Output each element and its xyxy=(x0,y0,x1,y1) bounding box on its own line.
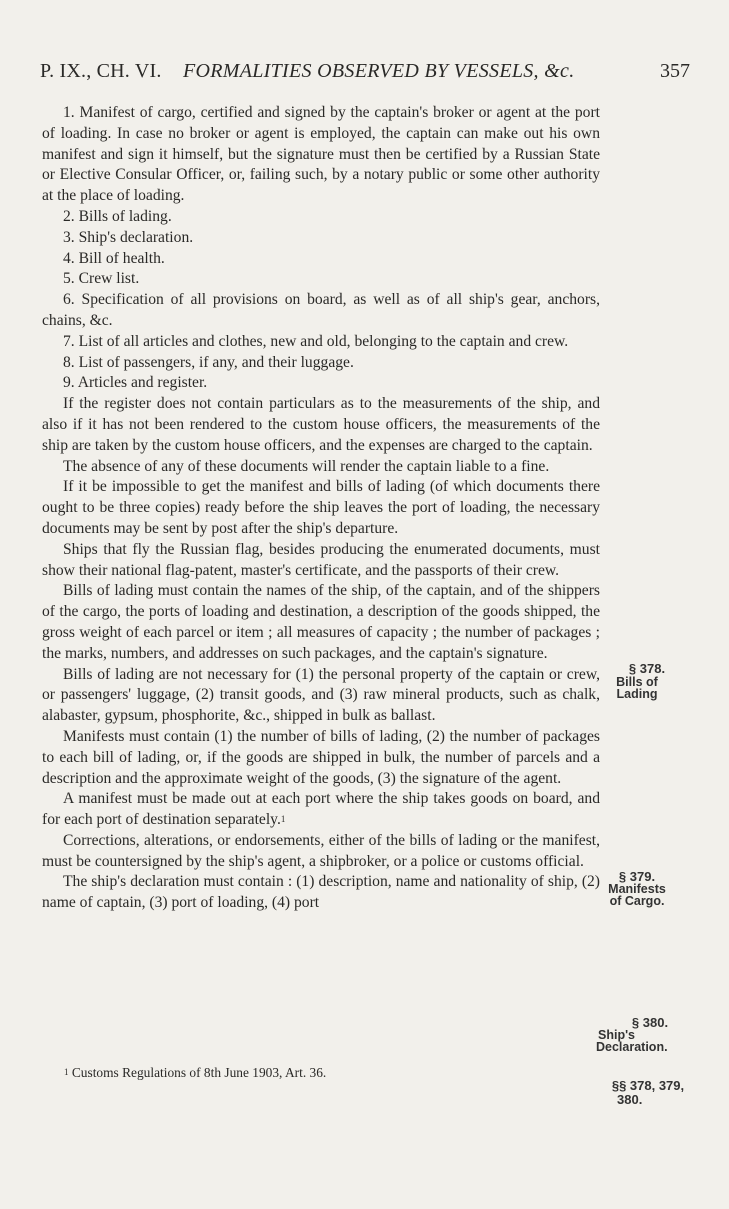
paragraph xyxy=(42,394,600,456)
paragraph-text: 1. Manifest of cargo, certified and signed by the captain's broker or agent at the port of loading. In case no broker or agent is employed, the captain can make out his own manifest and sign it himself, but the signature must then be certified by a Russian State or Elective Consular Officer, or, failing such, by a notary public or some other authority at the place of loading. xyxy=(42,104,600,205)
margin-note-line: of Cargo. xyxy=(609,894,665,908)
footnote-reference: 1 xyxy=(280,814,286,825)
paragraph-text: Bills of lading must contain the names of the ship, of the captain, and of the shippers of the cargo, the ports of loading and destination, a description of the goods shipped, the gross weight of each parcel or item ; all measures of capacity ; the number of packages ; the marks, numbers, and addresses on such packages, and the captain's signature. xyxy=(42,582,600,662)
margin-note-line: Lading xyxy=(616,687,658,701)
footnote-mark: 1 xyxy=(64,1067,69,1077)
paragraph-text: 4. Bill of health. xyxy=(63,249,165,267)
paragraph xyxy=(42,207,600,228)
header-title: FORMALITIES OBSERVED BY VESSELS, &c. xyxy=(183,60,575,82)
margin-note-379 xyxy=(598,870,676,907)
paragraph-text: If the register does not contain particulars as to the measurements of the ship, and also if it has not been rendered to the custom house officers, the measurements of the ship are taken by the custom house officers, and the expenses are charged to the captain. xyxy=(42,395,600,454)
paragraph xyxy=(42,727,600,789)
paragraph xyxy=(42,789,600,831)
header-part-chapter: P. IX., CH. VI. xyxy=(40,60,162,82)
running-header xyxy=(40,60,690,86)
paragraph-text: The absence of any of these documents will render the captain liable to a fine. xyxy=(63,457,550,475)
paragraph-text: 3. Ship's declaration. xyxy=(63,228,194,246)
paragraph xyxy=(42,332,600,353)
paragraph xyxy=(42,290,600,332)
margin-note-line: 380. xyxy=(617,1092,643,1107)
paragraph-text: 2. Bills of lading. xyxy=(63,207,172,225)
margin-note-line: Ship's xyxy=(598,1028,636,1042)
paragraph-text: A manifest must be made out at each port where the ship takes goods on board, and for each port of destination separately. xyxy=(42,790,600,829)
margin-note-section: § 378. xyxy=(628,661,666,676)
paragraph xyxy=(42,477,600,539)
margin-note-line: Manifests xyxy=(608,882,666,896)
paragraph-text: 8. List of passengers, if any, and their luggage. xyxy=(63,353,354,371)
footnote xyxy=(64,1065,584,1081)
paragraph-text: If it be impossible to get the manifest and bills of lading (of which documents there ought to be three copies) ready before the ship leaves the port of loading, the necessary documents may be sent by post after the ship's departure. xyxy=(42,478,600,537)
paragraph xyxy=(42,581,600,664)
margin-note-line: Bills of xyxy=(616,675,658,689)
paragraph xyxy=(42,831,600,873)
margin-note-section: §§ 378, 379, xyxy=(611,1078,685,1093)
paragraph xyxy=(42,457,600,478)
paragraph-text: Manifests must contain (1) the number of bills of lading, (2) the number of packages to each bill of lading, or, if the goods are shipped in bulk, the number of parcels and a description and the approximate weight of the goods, (3) the signature of the agent. xyxy=(42,727,600,787)
margin-note-378 xyxy=(602,662,672,700)
margin-note-378-379-380 xyxy=(603,1079,693,1107)
paragraph xyxy=(42,665,600,727)
paragraph-text: The ship's declaration must contain : (1) description, name and nationality of ship, (2) name of captain, (3) port of loading, (4) port xyxy=(42,873,600,912)
paragraph xyxy=(42,228,600,249)
paragraph-text: Corrections, alterations, or endorsements, either of the bills of lading or the manifest, must be countersigned by the ship's agent, a shipbroker, or a police or customs official. xyxy=(42,831,600,870)
paragraph xyxy=(42,249,600,270)
margin-note-section: § 380. xyxy=(631,1015,669,1030)
paragraph-text: Bills of lading are not necessary for (1) the personal property of the captain or crew, or passengers' luggage, (2) transit goods, and (3) raw mineral products, such as chalk, alabaster, gypsum, phosphorite, &c., shipped in bulk as ballast. xyxy=(42,665,600,725)
paragraph-text: 7. List of all articles and clothes, new and old, belonging to the captain and crew. xyxy=(63,332,569,350)
margin-note-line: Declaration. xyxy=(596,1040,668,1054)
paragraph-text: 5. Crew list. xyxy=(63,270,140,288)
margin-note-section: § 379. xyxy=(618,869,656,884)
paragraph-text: 9. Articles and register. xyxy=(63,374,208,392)
paragraph xyxy=(42,373,600,394)
paragraph xyxy=(42,269,600,290)
paragraph-text: 6. Specification of all provisions on board, as well as of all ship's gear, anchors, chains, &c. xyxy=(42,291,600,329)
paragraph xyxy=(42,540,600,582)
footnote-text: Customs Regulations of 8th June 1903, Art. 36. xyxy=(71,1065,327,1080)
page-number: 357 xyxy=(660,60,690,82)
margin-note-380 xyxy=(596,1016,696,1053)
paragraph xyxy=(42,103,600,207)
body-text xyxy=(42,103,600,914)
paragraph xyxy=(42,353,600,374)
paragraph-text: Ships that fly the Russian flag, besides producing the enumerated documents, must show their national flag-patent, master's certificate, and the passports of their crew. xyxy=(42,540,600,579)
paragraph xyxy=(42,872,600,914)
